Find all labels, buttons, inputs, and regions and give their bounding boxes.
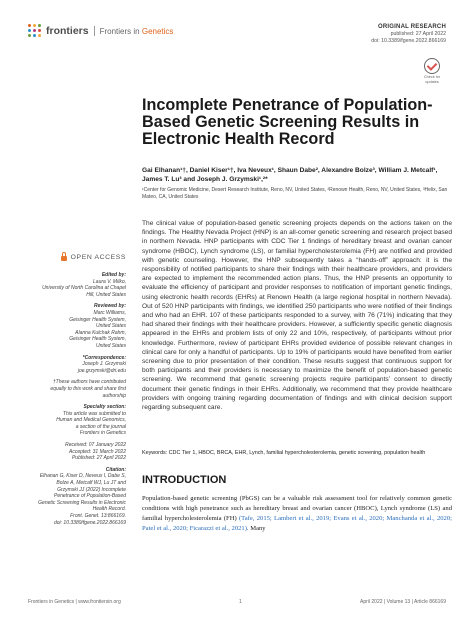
brand-name: frontiers xyxy=(46,25,89,37)
sidebar-line: Human and Medical Genomics, xyxy=(56,417,126,424)
check-updates-label: Check for updates xyxy=(423,75,441,84)
article-meta xyxy=(371,24,446,45)
sidebar-line: Elhanan G, Kiser D, Neveux I, Dabe S, xyxy=(39,473,126,480)
page-footer xyxy=(28,599,446,605)
sidebar-line: Geisinger Health System, xyxy=(69,336,126,343)
page-number: 1 xyxy=(238,599,242,605)
check-updates-icon xyxy=(424,58,440,74)
correspondence: *Correspondence: Joseph J. Grzymski joe.grzymski@dri.edu xyxy=(22,355,126,375)
sidebar-line: Laura V. Milko, xyxy=(93,278,126,285)
article-sidebar xyxy=(22,253,126,531)
edited-by: Edited by: Laura V. Milko, University of North Carolina at Chapel Hill, United States xyxy=(22,272,126,298)
sidebar-line: Frontiers in Genetics xyxy=(79,430,126,437)
sidebar-line: Penetrance of Population-Based xyxy=(54,493,126,500)
abstract: The clinical value of population-based genetic screening projects depends on the actions taken on the findings. The Healthy Nevada Project (HNP) is an all-comer genetic screening and research project based in northern Nevada. HNP participants with CDC Tier 1 findings of hereditary breast and ovarian cancer syndrome (HBOC), Lynch syndrome (LS), or familial hypercholesterolemia (FH) are notified and provided with genetic counseling. However, the HNP subsequently takes a “hands-off” approach: it is the responsibility of notified participants to share their findings with their healthcare providers, and providers are expected to implement the recommended action plans. Thus, the HNP presents an opportunity to evaluate the efficiency of participant and provider responses to notification of important genetic findings, using electronic health records (EHRs) at Renown Health (a large regional hospital in northern Nevada). Out of 520 HNP participants with findings, we identified 250 participants who were notified of their findings and who had an EHR. 107 of these participants responded to a survey, with 76 (71%) indicating that they had shared their findings with their healthcare providers. However, a sufficiently specific genetic diagnosis appeared in the EHRs and problem lists of only 22 and 10%, respectively, of participants without prior knowledge. Furthermore, review of participant EHRs provided evidence of possible relevant changes in clinical care for only a handful of participants. Up to 19% of participants would have benefited from earlier screening due to prior presentation of their condition. These results suggest that continuous support for both participants and their providers is necessary to maximize the benefit of population-based genetic screening. We recommend that genetic screening projects require participants’ consent to directly document their genetic findings in their EHRs. Additionally, we recommend that they provide healthcare providers with ongoing training regarding documentation of findings and with clinical decision support regarding subsequent care. xyxy=(142,220,452,412)
sidebar-line: authorship xyxy=(102,392,126,399)
article-dates xyxy=(22,442,126,462)
open-lock-icon xyxy=(61,256,67,261)
sidebar-line: United States xyxy=(95,323,126,330)
open-access-badge: OPEN ACCESS xyxy=(22,253,126,261)
sidebar-line: joe.grzymski@dri.edu xyxy=(77,367,126,374)
sidebar-line: Hill, United States xyxy=(86,291,126,298)
footer-volume: April 2022 | Volume 13 | Article 866169 xyxy=(359,599,446,605)
published-date-side: Published: 27 April 2022 xyxy=(71,455,126,462)
keywords: Keywords: CDC Tier 1, HBOC, BRCA, EHR, Lynch, familial hypercholesterolemia, genetic screening, population health xyxy=(142,450,426,456)
citation-link[interactable]: (Tafe, 2015; Lambert et al., 2019; Evans et al., 2020; Manchanda et al., 2020; Patel et al., 2020; Ficarazzi et al., 2021) xyxy=(142,515,452,532)
frontiers-logo[interactable] xyxy=(28,24,173,38)
sidebar-line: Grzymski JJ (2022) Incomplete xyxy=(57,486,126,493)
sidebar-line: This article was submitted to xyxy=(62,410,126,417)
frontiers-logo-icon xyxy=(28,24,42,38)
reviewed-by: Reviewed by: Marc Williams, Geisinger Health System, United States Alanna Kulchak Rahm, Geisinger Health System, United States xyxy=(22,303,126,349)
accepted-date: Accepted: 31 March 2022 xyxy=(69,448,126,455)
introduction-text: Population-based genetic screening (PbGS) can be a valuable risk assessment tool for relatively common genetic conditions with high penetrance such as hereditary breast and ovarian cancer (HBOC), Lynch syndrome (LS) and familial hypercholesterolemia (FH) (Tafe, 2015; Lambert et al., 2019; Evans et al., 2020; Manchanda et al., 2020; Patel et al., 2020; Ficarazzi et al., 2021). Many xyxy=(142,495,452,532)
sidebar-line: Front. Genet. 13:866169. xyxy=(70,513,126,519)
sidebar-line: Bolze A, Metcalf WJ, Lu JT and xyxy=(56,480,126,487)
sidebar-line: Joseph J. Grzymski xyxy=(82,361,126,368)
sidebar-line: †These authors have contributed xyxy=(52,379,126,386)
published-date: published: 27 April 2022 xyxy=(390,31,446,37)
sidebar-line: United States xyxy=(95,342,126,349)
doi[interactable]: doi: 10.3389/fgene.2022.866169 xyxy=(371,38,446,44)
equal-contribution-note xyxy=(22,379,126,399)
sidebar-line: University of North Carolina at Chapel xyxy=(42,285,126,292)
citation: Citation: Elhanan G, Kiser D, Neveux I, Dabe S, Bolze A, Metcalf WJ, Lu JT and Grzymski JJ (2022) Incomplete Penetrance of Population-Based Genetic Screening Results in Electronic Health Record. Front. Genet. 13:866169. doi: 10.3389/fgene.2022.866169 xyxy=(22,467,126,526)
article-title: Incomplete Penetrance of Population-Based Genetic Screening Results in Electronic Health Record xyxy=(142,96,433,148)
specialty-section: Specialty section: This article was submitted to Human and Medical Genomics, a section of the journal Frontiers in Genetics xyxy=(22,404,126,437)
sidebar-line: Alanna Kulchak Rahm, xyxy=(75,329,126,336)
footer-journal[interactable]: Frontiers in Genetics | www.frontiersin.org xyxy=(28,599,121,605)
sidebar-line: Genetic Screening Results in Electronic xyxy=(38,499,126,506)
affiliations: ¹Center for Genomic Medicine, Desert Research Institute, Reno, NV, United States, ²Renown Health, Reno, NV, United States, ³Helix, San Mateo, CA, United States xyxy=(142,187,448,200)
divider xyxy=(94,26,95,36)
section-heading-introduction: INTRODUCTION xyxy=(142,474,227,486)
received-date: Received: 07 January 2022 xyxy=(65,442,126,449)
sidebar-line: equally to this work and share first xyxy=(50,385,126,392)
sidebar-line: Health Record. xyxy=(92,506,126,513)
sidebar-line: Marc Williams, xyxy=(93,309,126,316)
check-for-updates-button[interactable] xyxy=(420,58,444,84)
author-list: Gai Elhanan¹†, Daniel Kiser¹†, Iva Neveux¹, Shaun Dabe², Alexandre Bolze³, William J. Metcalf¹, James T. Lu³ and Joseph J. Grzymski¹,²* xyxy=(142,167,438,183)
sidebar-line: Geisinger Health System, xyxy=(69,316,126,323)
article-type: ORIGINAL RESEARCH xyxy=(378,24,446,30)
sidebar-line: doi: 10.3389/fgene.2022.866169 xyxy=(53,519,126,526)
sidebar-line: a section of the journal xyxy=(75,423,126,430)
journal-title[interactable]: Frontiers in Genetics xyxy=(99,26,174,36)
